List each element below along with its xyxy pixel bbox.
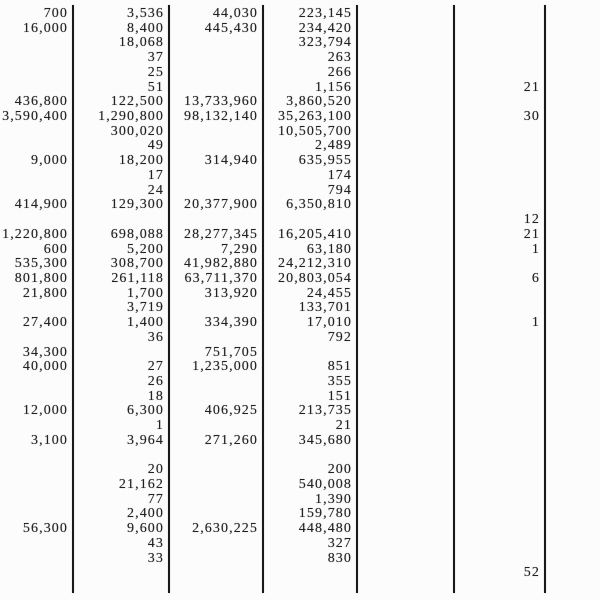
table-row [0,301,600,316]
table-row [0,522,600,537]
table-row [0,228,600,243]
cell-r22-c4: 17,010 [306,315,352,331]
cell-r15-c6: 12 [523,212,540,228]
cell-r13-c4: 794 [327,182,352,198]
cell-r22-c3: 334,390 [204,315,258,331]
cell-r34-c2: 77 [147,491,164,507]
cell-r6-c6: 21 [523,79,540,95]
cell-r1-c4: 223,145 [298,6,352,21]
cell-r25-c2: 27 [147,359,164,375]
table-row [0,272,600,287]
cell-r35-c2: 2,400 [127,506,164,522]
table-row [0,331,600,346]
cell-r16-c2: 698,088 [110,226,164,242]
cell-r16-c4: 16,205,410 [278,226,352,242]
cell-r2-c3: 445,430 [204,20,258,36]
cell-r7-c2: 122,500 [110,94,164,110]
cell-r8-c3: 98,132,140 [184,109,258,125]
cell-r12-c2: 17 [147,167,164,183]
table-row [0,110,600,125]
cell-r8-c4: 35,263,100 [278,109,352,125]
table-row [0,125,600,140]
table-row [0,449,600,464]
cell-r32-c2: 20 [147,462,164,478]
table-row [0,257,600,272]
table-row [0,95,600,110]
cell-r3-c2: 18,068 [118,35,164,51]
cell-r8-c1: 3,590,400 [2,109,68,125]
cell-r26-c2: 26 [147,373,164,389]
cell-r16-c6: 21 [523,226,540,242]
cell-r28-c3: 406,925 [204,403,258,419]
cell-r8-c6: 30 [523,109,540,125]
cell-r25-c1: 40,000 [22,359,68,375]
cell-r14-c3: 20,377,900 [184,197,258,213]
table-row [0,478,600,493]
cell-r25-c3: 1,235,000 [192,359,258,375]
cell-r19-c2: 261,118 [111,270,164,286]
cell-r25-c4: 851 [327,359,352,375]
cell-r27-c2: 18 [147,388,164,404]
cell-r28-c2: 6,300 [127,403,164,419]
cell-r22-c1: 27,400 [22,315,68,331]
cell-r36-c4: 448,480 [298,521,352,537]
table-row [0,404,600,419]
table-row [0,154,600,169]
cell-r26-c4: 355 [327,373,352,389]
cell-r35-c4: 159,780 [298,506,352,522]
table-row [0,139,600,154]
cell-r38-c4: 830 [327,550,352,566]
cell-r14-c4: 6,350,810 [286,197,352,213]
cell-r18-c1: 535,300 [14,256,68,272]
cell-r30-c2: 3,964 [127,432,164,448]
cell-r6-c2: 51 [147,79,164,95]
cell-r19-c3: 63,711,370 [184,270,258,286]
cell-r36-c3: 2,630,225 [192,521,258,537]
cell-r2-c2: 8,400 [127,20,164,36]
cell-r4-c4: 263 [327,50,352,66]
cell-r8-c2: 1,290,800 [98,109,164,125]
table-row [0,243,600,258]
cell-r24-c1: 34,300 [22,344,68,360]
table-row [0,66,600,81]
cell-r29-c2: 1 [155,418,164,434]
cell-r19-c4: 20,803,054 [278,270,352,286]
cell-r34-c4: 1,390 [315,491,352,507]
cell-r21-c4: 133,701 [298,300,352,316]
cell-r39-c6: 52 [523,565,540,581]
table-row [0,566,600,581]
cell-r28-c4: 213,735 [298,403,352,419]
cell-r19-c1: 801,800 [14,270,68,286]
cell-r20-c1: 21,800 [22,285,68,301]
cell-r22-c2: 1,400 [127,315,164,331]
table-row [0,346,600,361]
table-row [0,198,600,213]
cell-r20-c2: 1,700 [127,285,164,301]
cell-r9-c4: 10,505,700 [278,123,352,139]
table-row [0,51,600,66]
table-row [0,507,600,522]
table-row [0,537,600,552]
cell-r12-c4: 174 [327,167,352,183]
cell-r9-c2: 300,020 [110,123,164,139]
cell-r11-c2: 18,200 [118,153,164,169]
cell-r37-c2: 43 [147,535,164,551]
table-row [0,316,600,331]
cell-r23-c2: 36 [147,329,164,345]
cell-r17-c2: 5,200 [127,241,164,257]
table-body [0,7,600,581]
table-row [0,7,600,22]
cell-r27-c4: 151 [327,388,352,404]
cell-r21-c2: 3,719 [127,300,164,316]
cell-r14-c1: 414,900 [14,197,68,213]
table-row [0,434,600,449]
cell-r23-c4: 792 [327,329,352,345]
cell-r18-c2: 308,700 [110,256,164,272]
table-row [0,463,600,478]
table-row [0,375,600,390]
cell-r13-c2: 24 [147,182,164,198]
cell-r11-c4: 635,955 [298,153,352,169]
table-row [0,419,600,434]
cell-r20-c3: 313,920 [204,285,258,301]
table-row [0,169,600,184]
cell-r20-c4: 24,455 [306,285,352,301]
cell-r5-c4: 266 [327,64,352,80]
cell-r32-c4: 200 [327,462,352,478]
cell-r30-c1: 3,100 [31,432,68,448]
cell-r4-c2: 37 [147,50,164,66]
cell-r22-c6: 1 [531,315,540,331]
table-row [0,360,600,375]
cell-r6-c4: 1,156 [315,79,352,95]
cell-r2-c1: 16,000 [22,20,68,36]
cell-r16-c1: 1,220,800 [2,226,68,242]
cell-r17-c4: 63,180 [306,241,352,257]
cell-r17-c1: 600 [43,241,68,257]
cell-r36-c2: 9,600 [127,521,164,537]
cell-r1-c1: 700 [43,6,68,21]
cell-r11-c3: 314,940 [204,153,258,169]
cell-r7-c3: 13,733,960 [184,94,258,110]
cell-r19-c6: 6 [531,270,540,286]
cell-r14-c2: 129,300 [110,197,164,213]
cell-r10-c2: 49 [147,138,164,154]
cell-r3-c4: 323,794 [298,35,352,51]
cell-r7-c4: 3,860,520 [286,94,352,110]
cell-r36-c1: 56,300 [22,521,68,537]
cell-r33-c4: 540,008 [298,477,352,492]
cell-r18-c4: 24,212,310 [278,256,352,272]
cell-r2-c4: 234,420 [298,20,352,36]
cell-r29-c4: 21 [335,418,352,434]
cell-r18-c3: 41,982,880 [184,256,258,272]
cell-r1-c3: 44,030 [212,6,258,21]
cell-r5-c2: 25 [147,64,164,80]
cell-r37-c4: 327 [327,535,352,551]
cell-r10-c4: 2,489 [315,138,352,154]
cell-r24-c3: 751,705 [204,344,258,360]
cell-r17-c6: 1 [531,241,540,257]
cell-r11-c1: 9,000 [31,153,68,169]
cell-r17-c3: 7,290 [221,241,258,257]
cell-r30-c4: 345,680 [298,432,352,448]
cell-r30-c3: 271,260 [204,432,258,448]
cell-r33-c2: 21,162 [118,477,164,492]
table-row [0,552,600,567]
cell-r16-c3: 28,277,345 [184,226,258,242]
cell-r1-c2: 3,536 [127,6,164,21]
cell-r7-c1: 436,800 [14,94,68,110]
cell-r38-c2: 33 [147,550,164,566]
table-row [0,36,600,51]
cell-r28-c1: 12,000 [22,403,68,419]
table-row [0,213,600,228]
